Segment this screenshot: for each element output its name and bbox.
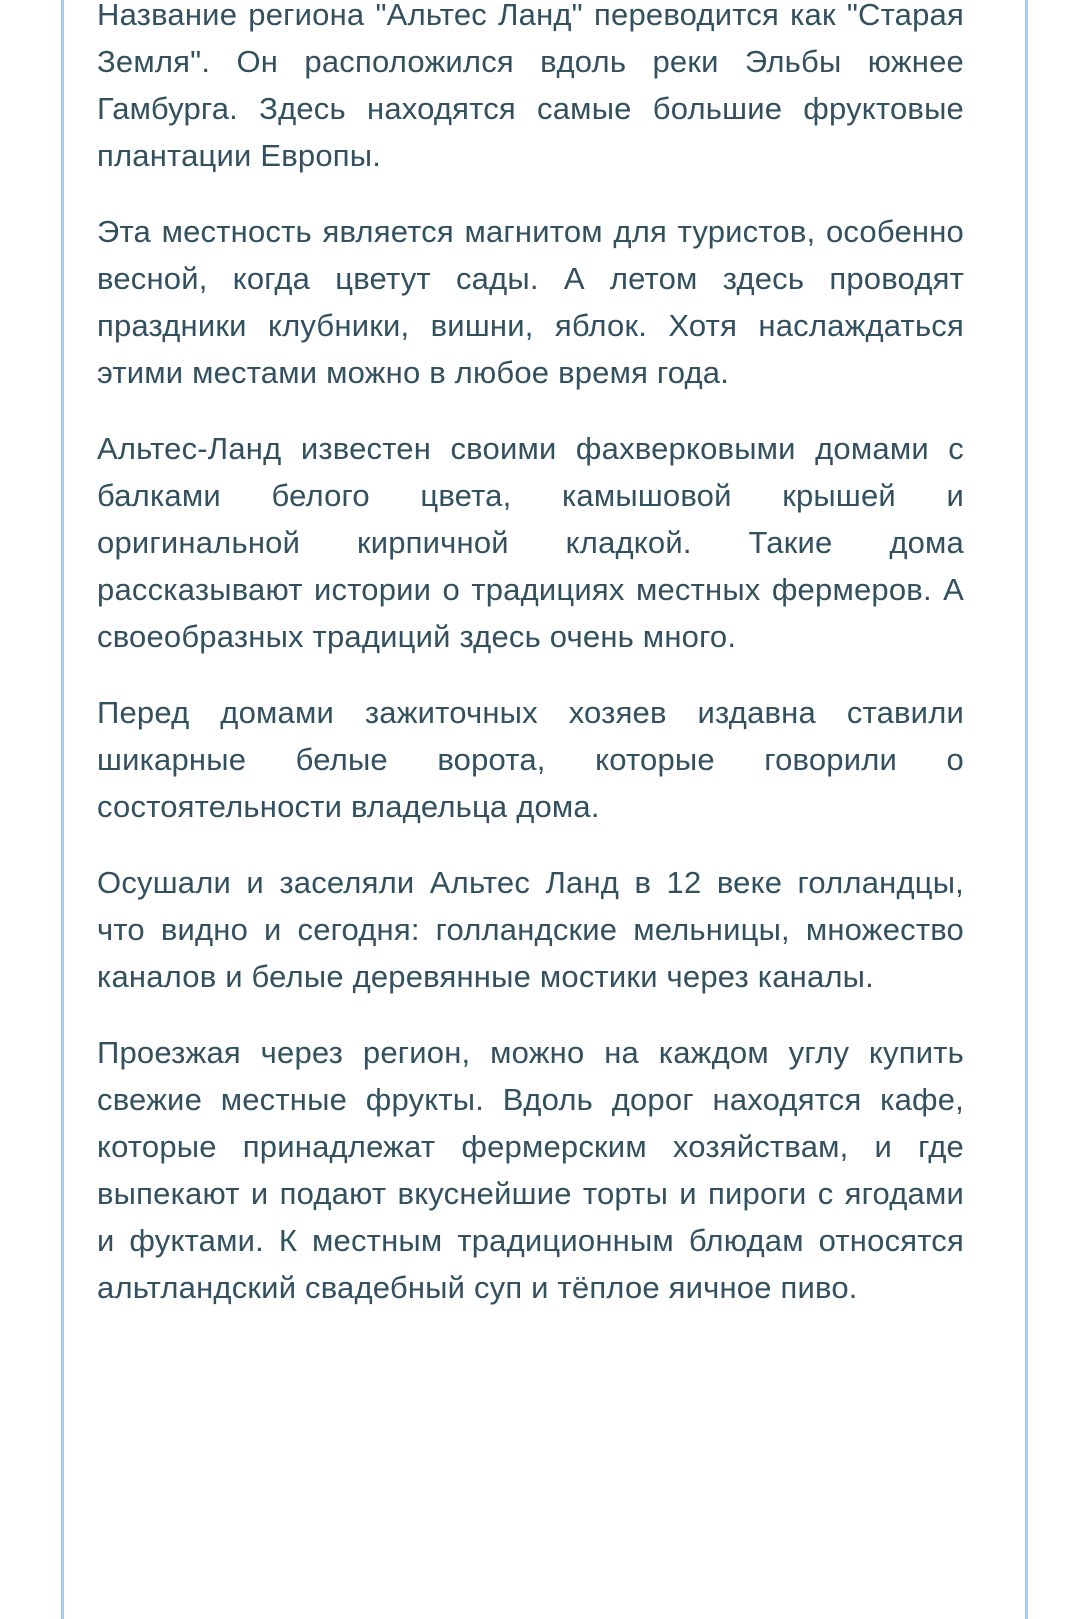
article-paragraph-5: Осушали и заселяли Альтес Ланд в 12 веке голландцы, что видно и сегодня: голландские мельницы, множество каналов и белые деревянные мостики через каналы. [97,865,964,994]
article-paragraph-4: Перед домами зажиточных хозяев издавна ставили шикарные белые ворота, которые говорили о состоятельности владельца дома. [97,695,964,824]
article-paragraph-6: Проезжая через регион, можно на каждом углу купить свежие местные фрукты. Вдоль дорог находятся кафе, которые принадлежат фермерским хозяйствам, и где выпекают и подают вкуснейшие торты и пироги с ягодами и фуктами. К местным традиционным блюдам относятся альтландский свадебный суп и тёплое яичное пиво. [97,1035,964,1305]
article-paragraph-1: Название региона "Альтес Ланд" переводится как "Старая Земля". Он расположился вдоль реки Эльбы южнее Гамбурга. Здесь находятся самые большие фруктовые плантации Европы. [97,0,964,173]
article-body [97,0,964,1340]
article-frame [61,0,1028,1619]
article-paragraph-3: Альтес-Ланд известен своими фахверковыми домами с балками белого цвета, камышовой крышей и оригинальной кирпичной кладкой. Такие дома рассказывают истории о традициях местных фермеров. А своеобразных традиций здесь очень много. [97,431,964,654]
article-paragraph-2: Эта местность является магнитом для туристов, особенно весной, когда цветут сады. А летом здесь проводят праздники клубники, вишни, яблок. Хотя наслаждаться этими местами можно в любое время года. [97,214,964,390]
